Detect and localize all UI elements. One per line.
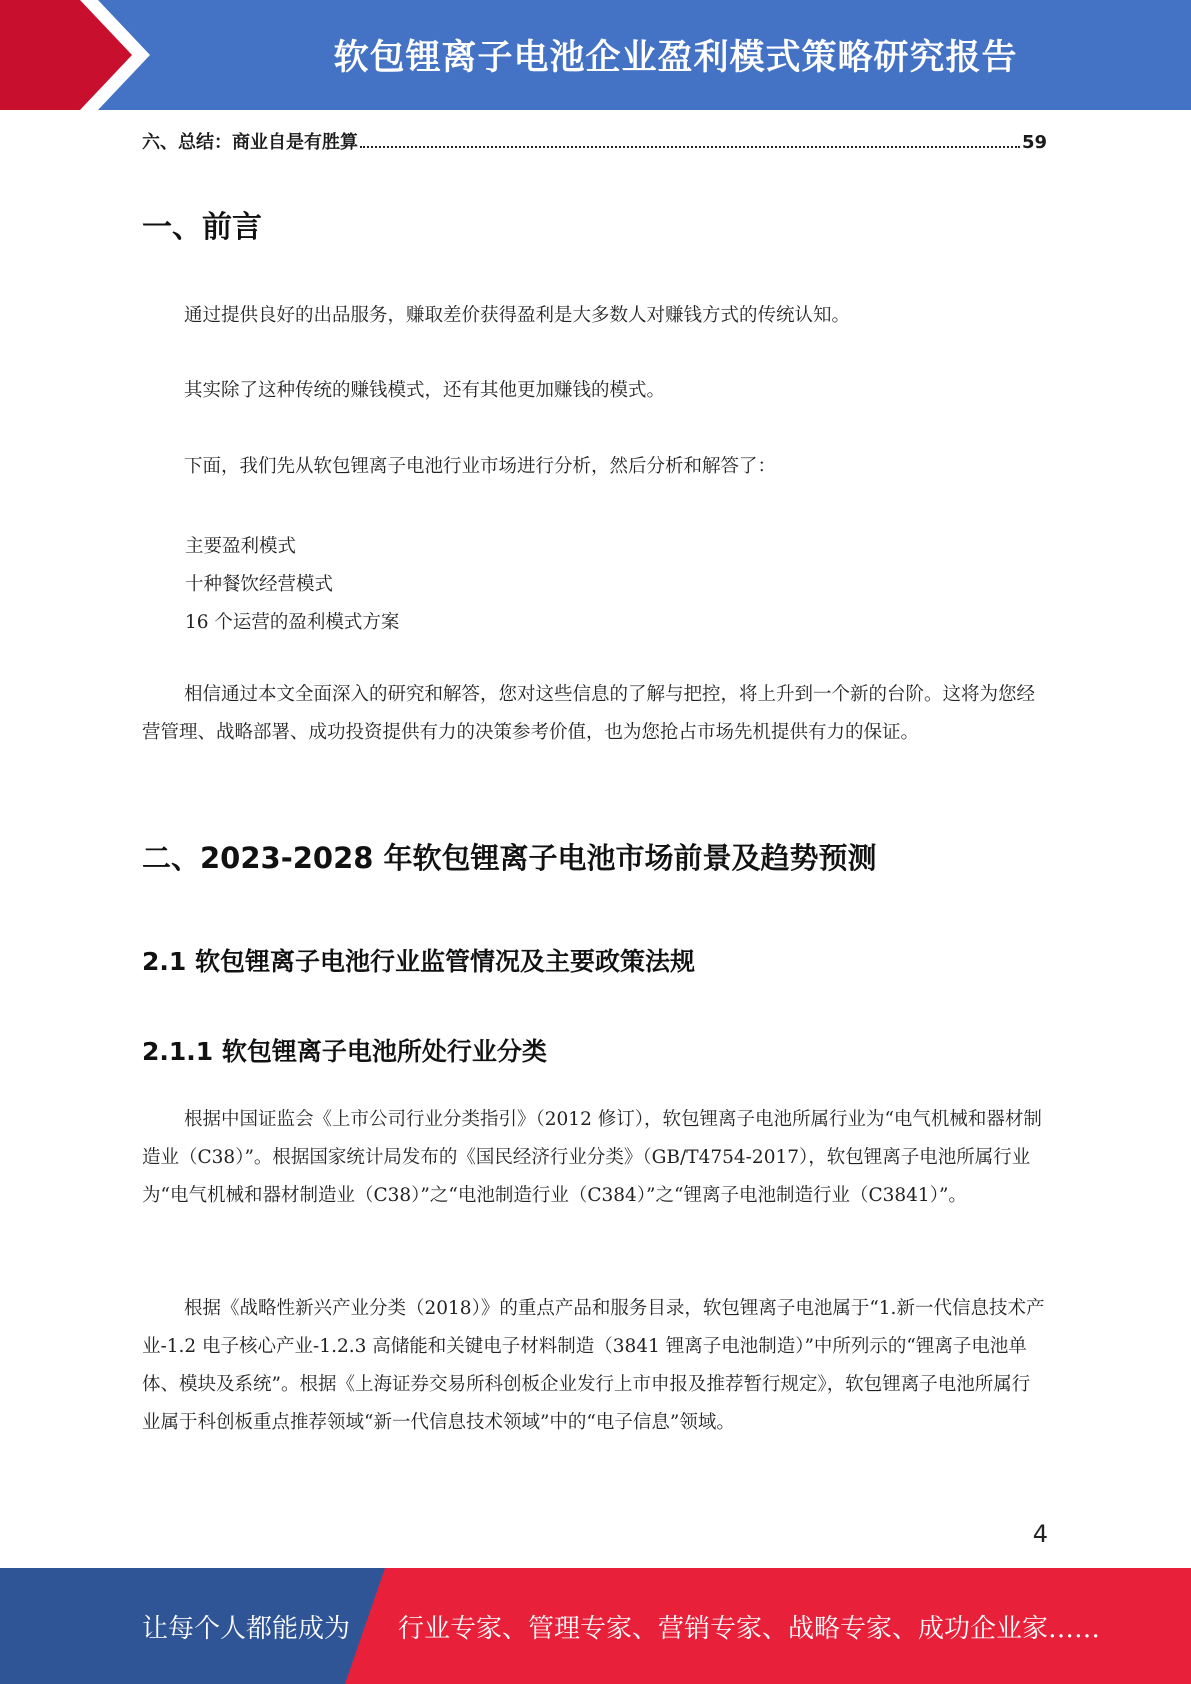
section-heading-market-forecast: 二、2023-2028 年软包锂离子电池市场前景及趋势预测 bbox=[142, 841, 877, 875]
toc-entry-label: 六、总结：商业自是有胜算 bbox=[142, 132, 358, 153]
report-title: 软包锂离子电池企业盈利模式策略研究报告 bbox=[333, 38, 1018, 78]
toc-leader-dots bbox=[360, 145, 1020, 148]
subsection-heading-regulation: 2.1 软包锂离子电池行业监管情况及主要政策法规 bbox=[142, 947, 695, 976]
list-item: 主要盈利模式 bbox=[185, 536, 297, 557]
paragraph: 通过提供良好的出品服务，赚取差价获得盈利是大多数人对赚钱方式的传统认知。 bbox=[184, 305, 851, 326]
paragraph: 其实除了这种传统的赚钱模式，还有其他更加赚钱的模式。 bbox=[184, 380, 666, 401]
footer-slogan-right: 行业专家、管理专家、营销专家、战略专家、成功企业家…… bbox=[398, 1613, 1101, 1644]
subsection-heading-industry-classification: 2.1.1 软包锂离子电池所处行业分类 bbox=[142, 1037, 547, 1066]
paragraph: 根据《战略性新兴产业分类（2018）》的重点产品和服务目录，软包锂离子电池属于“1.新一代信息技术产业-1.2 电子核心产业-1.2.3 高储能和关键电子材料制造（3841 锂离子电池制造）”中所列示的“锂离子电池单体、模块及系统”。根据《上海证券交易所科创板企业发行上市申报及推荐暂行规定》，软包锂离子电池所属行业属于科创板重点推荐领域“新一代信息技术领域”中的“电子信息”领域。 bbox=[142, 1298, 1045, 1433]
list-item: 16 个运营的盈利模式方案 bbox=[185, 612, 400, 633]
paragraph: 根据中国证监会《上市公司行业分类指引》（2012 修订），软包锂离子电池所属行业为“电气机械和器材制造业（C38）”。根据国家统计局发布的《国民经济行业分类》（GB/T4754-2017），软包锂离子电池所属行业为“电气机械和器材制造业（C38）”之“电池制造行业（C384）”之“锂离子电池制造行业（C3841）”。 bbox=[142, 1109, 1042, 1206]
footer-slogan-left: 让每个人都能成为 bbox=[142, 1613, 351, 1644]
page-number: 4 bbox=[1032, 1520, 1048, 1548]
toc-entry-page: 59 bbox=[1021, 132, 1047, 153]
list-item: 十种餐饮经营模式 bbox=[185, 574, 334, 595]
page-header bbox=[0, 0, 1191, 110]
toc-entry[interactable] bbox=[142, 128, 1047, 154]
paragraph: 下面，我们先从软包锂离子电池行业市场进行分析，然后分析和解答了： bbox=[184, 456, 777, 477]
paragraph: 相信通过本文全面深入的研究和解答，您对这些信息的了解与把控，将上升到一个新的台阶。这将为您经营管理、战略部署、成功投资提供有力的决策参考价值，也为您抢占市场先机提供有力的保证。 bbox=[142, 684, 1036, 743]
section-heading-preface: 一、前言 bbox=[142, 210, 262, 245]
page-footer bbox=[0, 1568, 1191, 1684]
